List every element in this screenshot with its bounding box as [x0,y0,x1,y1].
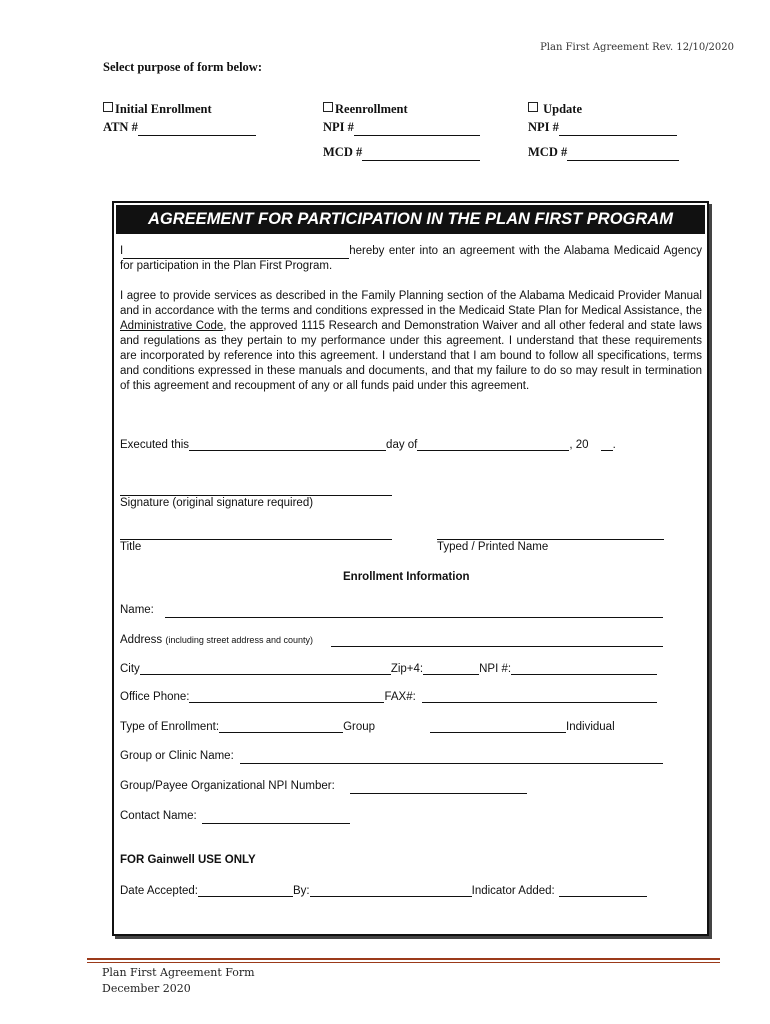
title-line[interactable] [120,539,392,540]
terms-paragraph [120,289,702,394]
footer-form-name: Plan First Agreement Form [102,966,255,979]
enrollment-type-label: Type of Enrollment: [120,721,220,733]
city-label: City [120,663,140,675]
enrollment-heading: Enrollment Information [343,571,470,583]
reenroll-mcd-field[interactable] [362,148,480,161]
option-initial-enrollment[interactable] [103,100,256,136]
update-npi-label: NPI # [528,120,559,134]
atn-field[interactable] [138,123,256,136]
year-prefix-label: , 20 [569,439,589,451]
title-label: Title [120,541,142,553]
address-label: Address [120,634,163,646]
reenroll-mcd-row [323,143,480,161]
update-npi-field[interactable] [559,123,677,136]
reenroll-npi-field[interactable] [354,123,480,136]
administrative-code-link[interactable]: Administrative Code [120,320,224,332]
address-field[interactable] [331,646,663,647]
date-accepted-field[interactable] [198,884,293,897]
zip-label: Zip+4: [390,663,424,675]
footer-rule-thin [87,962,720,963]
reenroll-npi-label: NPI # [323,120,354,134]
option-initial-label: Initial Enrollment [115,102,212,116]
option-reenrollment-label: Reenrollment [335,102,408,116]
address-note: (including street address and county) [165,635,313,645]
day-of-label: day of [386,439,418,451]
atn-label: ATN # [103,120,138,134]
footer-date: December 2020 [102,982,191,995]
address-row [120,634,313,646]
executed-year-field[interactable] [601,438,613,451]
agreement-title: AGREEMENT FOR PARTICIPATION IN THE PLAN FIRST PROGRAM [116,205,705,234]
group-type-field[interactable] [219,720,343,733]
option-reenrollment[interactable] [323,100,480,136]
terms-text-1: I agree to provide services as described in the Family Planning section of the Alabama Medicaid Provider Manual and in accordance with the terms and conditions expressed in the Medicaid State Plan for Medical Assistance, the [120,290,702,317]
update-mcd-row [528,143,679,161]
intro-suffix: hereby enter into an agreement with the Alabama Medicaid Agency for participation in the Plan First Program. [120,245,702,272]
checkbox-icon[interactable] [323,102,333,112]
provider-name-field[interactable] [123,246,349,259]
name-label: Name: [120,604,154,616]
npi-field[interactable] [511,662,657,675]
printed-name-label: Typed / Printed Name [437,541,549,553]
by-field[interactable] [310,884,472,897]
city-row [120,662,657,675]
option-update[interactable] [528,100,677,136]
payee-npi-field[interactable] [350,793,527,794]
office-phone-field[interactable] [189,690,384,703]
revision-label: Plan First Agreement Rev. 12/10/2020 [540,42,734,53]
terms-text-2: , the approved 1115 Research and Demonstration Waiver and all other federal and state laws and regulations as they pertain to my performance under this agreement. I understand that these requirements are incorporated by reference into this agreement. I understand that I am bound to follow all specifications, terms and conditions expressed in these manuals and documents, and that my failure to do so may result in termination of this agreement and recoupment of any or all funds paid under this agreement. [120,320,702,392]
executed-row [120,438,616,451]
group-clinic-field[interactable] [240,763,663,764]
update-mcd-label: MCD # [528,145,568,159]
group-clinic-label: Group or Clinic Name: [120,750,234,762]
date-accepted-label: Date Accepted: [120,885,198,897]
zip-field[interactable] [423,662,479,675]
intro-paragraph [120,244,702,274]
checkbox-icon[interactable] [528,102,538,112]
executed-this-label: Executed this [120,439,190,451]
year-suffix-label: . [612,439,616,451]
internal-use-row [120,884,647,897]
payee-npi-label: Group/Payee Organizational NPI Number: [120,780,335,792]
name-field[interactable] [165,617,663,618]
executed-month-field[interactable] [417,438,569,451]
fax-field[interactable] [422,690,657,703]
contact-name-label: Contact Name: [120,810,197,822]
phone-row [120,690,657,703]
footer-rule [87,958,720,960]
option-update-label: Update [543,102,583,116]
indicator-added-field[interactable] [559,884,647,897]
individual-type-field[interactable] [430,720,566,733]
signature-label: Signature (original signature required) [120,497,314,509]
city-field[interactable] [140,662,391,675]
by-label: By: [293,885,310,897]
enrollment-type-row [120,720,615,733]
executed-day-field[interactable] [189,438,386,451]
group-label: Group [343,721,376,733]
checkbox-icon[interactable] [103,102,113,112]
signature-line[interactable] [120,495,392,496]
indicator-added-label: Indicator Added: [471,885,555,897]
fax-label: FAX#: [384,691,416,703]
contact-name-field[interactable] [202,823,350,824]
purpose-heading: Select purpose of form below: [103,60,262,74]
intro-prefix: I [120,245,124,257]
printed-name-line[interactable] [437,539,664,540]
reenroll-mcd-label: MCD # [323,145,363,159]
update-mcd-field[interactable] [567,148,679,161]
office-phone-label: Office Phone: [120,691,190,703]
internal-use-heading: FOR Gainwell USE ONLY [120,854,256,866]
npi-label: NPI #: [479,663,512,675]
individual-label: Individual [566,721,615,733]
